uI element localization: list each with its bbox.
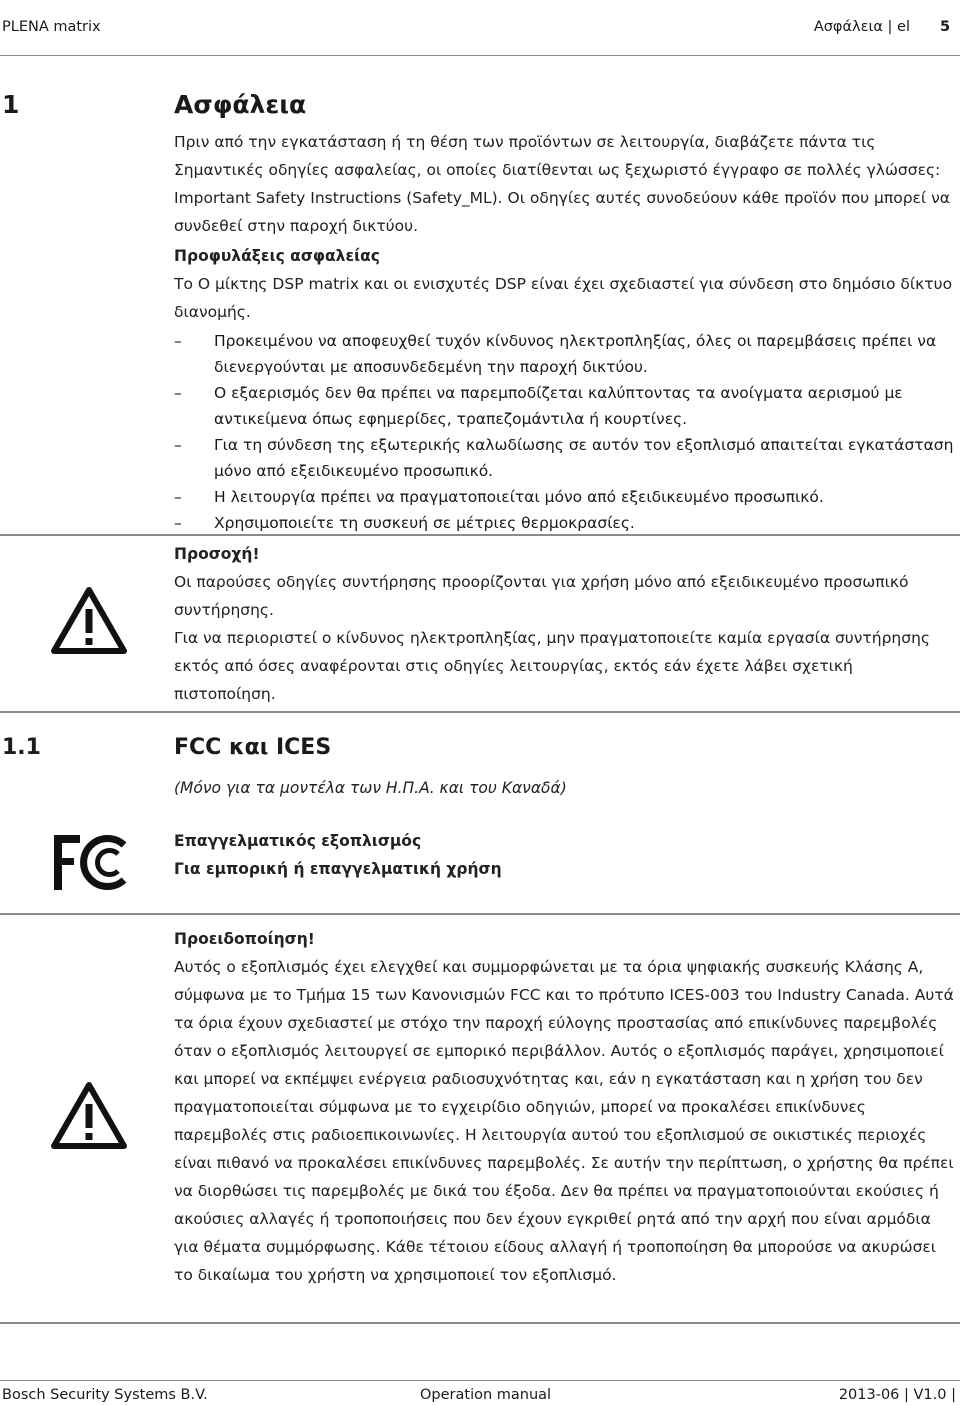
caution-heading: Προσοχή!	[174, 545, 260, 563]
bullet-dash: –	[174, 384, 182, 402]
fcc-labels	[174, 827, 958, 883]
footer-version: 2013-06 | V1.0 |	[838, 1387, 956, 1403]
list-item: – Χρησιμοποιείτε τη συσκευή σε μέτριες θερμοκρασίες.	[174, 510, 958, 536]
caution-text-2: Για να περιοριστεί ο κίνδυνος ηλεκτροπληξίας, μην πραγματοποιείτε καμία εργασία συντήρησης εκτός από όσες αναφέρονται στις οδηγίες λειτουργίας, εκτός εάν έχετε λάβει σχετική πιστοποίηση.	[174, 629, 930, 703]
header-product: PLENA matrix	[2, 19, 101, 35]
chapter-number: 1	[2, 90, 20, 119]
caution-body	[174, 540, 958, 708]
precautions-text: Το Ο μίκτης DSP matrix και οι ενισχυτές DSP είναι έχει σχεδιαστεί για σύνδεση στο δημόσιο δίκτυο διανομής.	[174, 275, 953, 321]
notice-text: Αυτός ο εξοπλισμός έχει ελεγχθεί και συμμορφώνεται με τα όρια ψηφιακής συσκευής Κλάσης A, σύμφωνα με το Τμήμα 15 των Κανονισμών FCC και το πρότυπο ICES-003 του Industry Canada. Αυτά τα όρια έχουν σχεδιαστεί με στόχο την παροχή εύλογης προστασίας από επικίνδυνες παρεμβολές όταν ο εξοπλισμός λειτουργεί σε εμπορικό περιβάλλον. Αυτός ο εξοπλισμός παράγει, χρησιμοποιεί και μπορεί να εκπέμψει ενέργεια ραδιοσυχνότητας και, εάν η εγκατάσταση και η χρήση του δεν πραγματοποιείται σύμφωνα με το εγχειρίδιο οδηγιών, μπορεί να προκαλέσει επικίνδυνες παρεμβολές στις ραδιοεπικοινωνίες. Η λειτουργία αυτού του εξοπλισμού σε οικιστικές περιοχές είναι πιθανό να προκαλέσει επικίνδυνες παρεμβολές. Σε αυτήν την περίπτωση, ο χρήστης θα πρέπει να διορθώσει τις παρεμβολές με δικά του έξοδα. Δεν θα πρέπει να πραγματοποιούνται εκούσιες ή ακούσιες αλλαγές ή τροποποιήσεις που δεν έχουν εγκριθεί ρητά από την αρχή που είναι αρμόδια για θέματα συμμόρφωσης. Κάθε τέτοιου είδους αλλαγή ή τροποποίηση θα μπορούσε να ακυρώσει το δικαίωμα του χρήστη να χρησιμοποιεί τον εξοπλισμό.	[174, 958, 954, 1284]
precautions-list	[174, 328, 958, 536]
chapter-intro: Πριν από την εγκατάσταση ή τη θέση των προϊόντων σε λειτουργία, διαβάζετε πάντα τις Σημαντικές οδηγίες ασφαλείας, οι οποίες διατίθενται ως ξεχωριστό έγγραφο σε πολλές γλώσσες: Important Safety Instructions (Safety_ML). Οι οδηγίες αυτές συνοδεύουν κάθε προϊόν που μπορεί να συνδεθεί στην παροχή δικτύου.	[174, 133, 950, 235]
list-item: – Προκειμένου να αποφευχθεί τυχόν κίνδυνος ηλεκτροπληξίας, όλες οι παρεμβάσεις πρέπει να διενεργούνται με αποσυνδεδεμένη την παροχή δικτύου.	[174, 328, 958, 380]
caution-text-1: Οι παρούσες οδηγίες συντήρησης προορίζονται για χρήση μόνο από εξειδικευμένο προσωπικό συντήρησης.	[174, 573, 909, 619]
header-rule	[0, 55, 960, 56]
fcc-logo	[52, 832, 134, 896]
page-number: 5	[940, 19, 951, 35]
warning-icon	[50, 1080, 128, 1150]
notice-top-rule	[0, 913, 960, 915]
precautions-heading: Προφυλάξεις ασφαλείας	[174, 247, 380, 265]
section-number: 1.1	[2, 735, 41, 760]
footer-rule	[0, 1380, 960, 1381]
header-section: Ασφάλεια | el	[813, 19, 910, 35]
list-item: – Για τη σύνδεση της εξωτερικής καλωδίωσης σε αυτόν τον εξοπλισμό απαιτείται εγκατάσταση μόνο από εξειδικευμένο προσωπικό.	[174, 432, 958, 484]
bullet-dash: –	[174, 514, 182, 532]
bullet-dash: –	[174, 488, 182, 506]
warning-icon	[50, 585, 128, 655]
notice-body	[174, 925, 958, 1289]
section-subtitle: (Μόνο για τα μοντέλα των Η.Π.Α. και του Καναδά)	[174, 779, 567, 797]
caution-top-rule	[0, 534, 960, 536]
notice-bottom-rule	[0, 1322, 960, 1324]
caution-bottom-rule	[0, 711, 960, 713]
section-title: FCC και ICES	[174, 735, 332, 760]
chapter-body	[174, 128, 958, 536]
footer-doc-type: Operation manual	[420, 1387, 552, 1403]
fcc-line-1: Επαγγελματικός εξοπλισμός	[174, 832, 422, 850]
list-item: – Ο εξαερισμός δεν θα πρέπει να παρεμποδίζεται καλύπτοντας τα ανοίγματα αερισμού με αντικείμενα όπως εφημερίδες, τραπεζομάντιλα ή κουρτίνες.	[174, 380, 958, 432]
bullet-dash: –	[174, 436, 182, 454]
footer-company: Bosch Security Systems B.V.	[2, 1387, 208, 1403]
bullet-dash: –	[174, 332, 182, 350]
chapter-title: Ασφάλεια	[174, 90, 307, 119]
notice-heading: Προειδοποίηση!	[174, 930, 315, 948]
list-item: – Η λειτουργία πρέπει να πραγματοποιείται μόνο από εξειδικευμένο προσωπικό.	[174, 484, 958, 510]
fcc-line-2: Για εμπορική ή επαγγελματική χρήση	[174, 860, 502, 878]
